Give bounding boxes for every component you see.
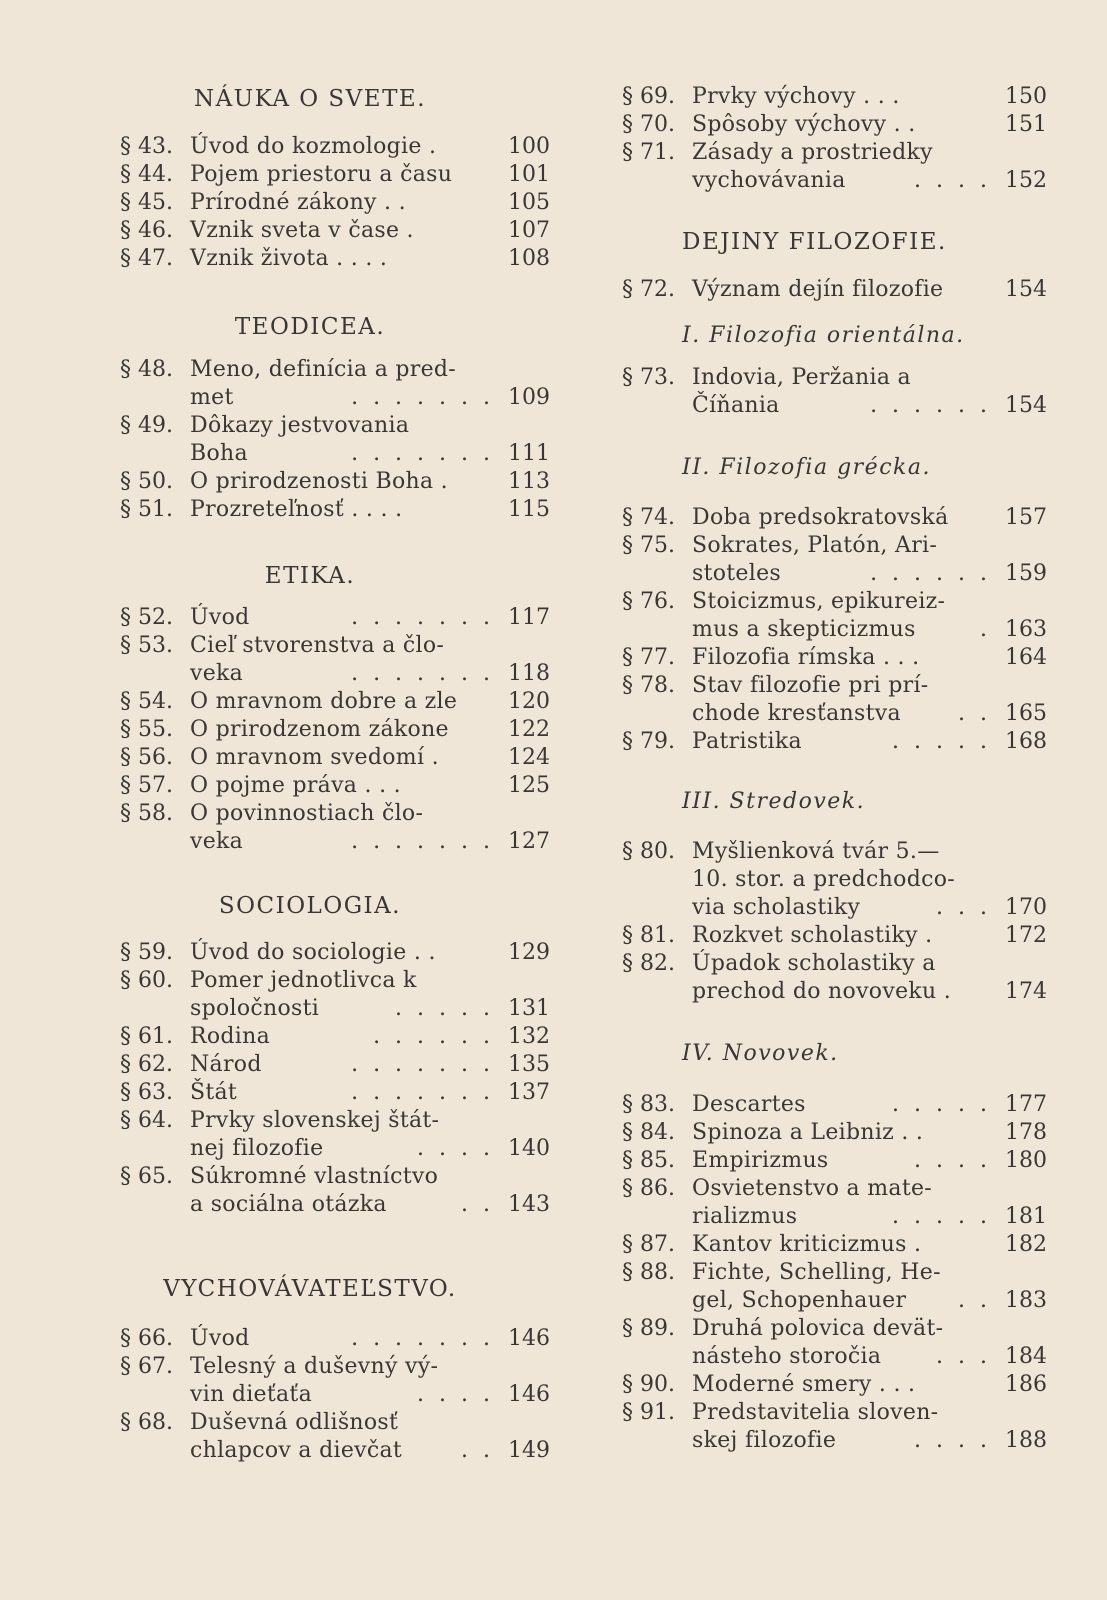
entry-title: Patristika: [692, 729, 802, 754]
entry-title: Fichte, Schelling, He-: [692, 1260, 941, 1285]
section-number: § 61.: [120, 1024, 173, 1049]
section-number: § 72.: [622, 277, 675, 302]
leader-dots: . . . .: [914, 1148, 991, 1173]
toc-entry: [622, 1175, 1047, 1203]
toc-entry: [120, 1023, 550, 1051]
toc-entry-continuation: [120, 1191, 550, 1219]
toc-entry: [622, 532, 1047, 560]
section-number: § 80.: [622, 839, 675, 864]
toc-entry: [120, 496, 550, 524]
toc-entry-continuation: [622, 894, 1047, 922]
leader-dots: . . . . . .: [373, 1024, 494, 1049]
section-number: § 46.: [120, 218, 173, 243]
page-number: 129: [508, 940, 550, 965]
entry-title: Vznik života . . . .: [190, 246, 388, 271]
entry-title: Meno, definícia a pred-: [190, 357, 457, 382]
toc-entry: [622, 139, 1047, 167]
page-number: 170: [1005, 895, 1047, 920]
page-number: 178: [1005, 1120, 1047, 1145]
entry-title: Prvky slovenskej štát-: [190, 1108, 440, 1133]
toc-entry: [120, 967, 550, 995]
subsection-heading: I. Filozofia orientálna.: [682, 323, 965, 348]
leader-dots: . . . .: [914, 168, 991, 193]
toc-entry: [120, 632, 550, 660]
leader-dots: .: [980, 617, 991, 642]
entry-title: Zásady a prostriedky: [692, 140, 933, 165]
entry-title: nej filozofie: [190, 1136, 324, 1161]
entry-title: násteho storočia: [692, 1344, 882, 1369]
page-number: 151: [1005, 112, 1047, 137]
toc-entry: [622, 276, 1047, 304]
section-heading: SOCIOLOGIA.: [218, 893, 402, 919]
section-number: § 84.: [622, 1120, 675, 1145]
section-number: § 67.: [120, 1354, 173, 1379]
toc-entry: [120, 800, 550, 828]
entry-title: veka: [190, 829, 244, 854]
entry-title: Cieľ stvorenstva a člo-: [190, 633, 445, 658]
toc-entry: [120, 1107, 550, 1135]
toc-entry-continuation: [120, 995, 550, 1023]
leader-dots: . . .: [936, 1344, 991, 1369]
section-number: § 70.: [622, 112, 675, 137]
leader-dots: . . . . . . .: [351, 1080, 494, 1105]
section-heading: NÁUKA O SVETE.: [193, 86, 427, 112]
section-number: § 85.: [622, 1148, 675, 1173]
section-number: § 56.: [120, 745, 173, 770]
entry-title: O mravnom svedomí .: [190, 745, 439, 770]
page-number: 113: [508, 469, 550, 494]
toc-entry: [622, 1119, 1047, 1147]
toc-entry: [120, 356, 550, 384]
toc-entry: [120, 688, 550, 716]
page-number: 154: [1005, 393, 1047, 418]
toc-entry: [120, 468, 550, 496]
page-number: 183: [1005, 1288, 1047, 1313]
entry-title: Moderné smery . . .: [692, 1372, 916, 1397]
toc-entry: [120, 604, 550, 632]
toc-entry: [120, 189, 550, 217]
page-number: 100: [508, 134, 550, 159]
page-number: 184: [1005, 1344, 1047, 1369]
page-number: 188: [1005, 1428, 1047, 1453]
toc-entry: [622, 922, 1047, 950]
entry-title: Úvod: [190, 605, 250, 630]
toc-entry: [622, 364, 1047, 392]
toc-entry-continuation: [622, 392, 1047, 420]
leader-dots: . . . . .: [892, 1204, 991, 1229]
toc-entry-continuation: [622, 1343, 1047, 1371]
section-number: § 43.: [120, 134, 173, 159]
leader-dots: . .: [958, 701, 991, 726]
section-number: § 66.: [120, 1326, 173, 1351]
toc-entry-continuation: [622, 1427, 1047, 1455]
entry-title: Rodina: [190, 1024, 271, 1049]
toc-entry: [120, 1163, 550, 1191]
entry-title: Druhá polovica devät-: [692, 1316, 944, 1341]
entry-title: O prirodzenom zákone: [190, 717, 449, 742]
entry-title: Stoicizmus, epikureiz-: [692, 589, 946, 614]
page-number: 105: [508, 190, 550, 215]
toc-entry-continuation: [622, 1203, 1047, 1231]
entry-title: veka: [190, 661, 244, 686]
entry-title: mus a skepticizmus: [692, 617, 916, 642]
toc-entry: [622, 728, 1047, 756]
entry-title: Descartes: [692, 1092, 806, 1117]
page-number: 140: [508, 1136, 550, 1161]
section-number: § 83.: [622, 1092, 675, 1117]
section-number: § 48.: [120, 357, 173, 382]
toc-entry-continuation: [622, 167, 1047, 195]
leader-dots: . . . . . . .: [351, 1326, 494, 1351]
entry-title: Sokrates, Platón, Ari-: [692, 533, 938, 558]
toc-entry-continuation: [622, 1287, 1047, 1315]
section-number: § 74.: [622, 505, 675, 530]
page-number: 146: [508, 1382, 550, 1407]
toc-entry-continuation: [120, 440, 550, 468]
entry-title: Dôkazy jestvovania: [190, 413, 410, 438]
page-number: 150: [1005, 84, 1047, 109]
toc-entry: [622, 504, 1047, 532]
leader-dots: . .: [461, 1192, 494, 1217]
toc-entry: [622, 672, 1047, 700]
entry-title: Osvietenstvo a mate-: [692, 1176, 933, 1201]
entry-title: Úvod do sociologie . .: [190, 940, 436, 965]
section-number: § 53.: [120, 633, 173, 658]
page-number: 157: [1005, 505, 1047, 530]
page-number: 127: [508, 829, 550, 854]
entry-title: O pojme práva . . .: [190, 773, 401, 798]
entry-title: Pomer jednotlivca k: [190, 968, 417, 993]
leader-dots: . . . . . . .: [351, 385, 494, 410]
section-number: § 88.: [622, 1260, 675, 1285]
section-heading: ETIKA.: [264, 563, 356, 589]
page-number: 152: [1005, 168, 1047, 193]
entry-title: vin dieťaťa: [190, 1382, 312, 1407]
entry-title: Národ: [190, 1052, 262, 1077]
toc-entry: [120, 1409, 550, 1437]
leader-dots: . . . . . .: [870, 561, 991, 586]
toc-entry: [120, 1353, 550, 1381]
entry-title: O povinnostiach člo-: [190, 801, 424, 826]
entry-title: O prirodzenosti Boha .: [190, 469, 448, 494]
toc-entry: [622, 1259, 1047, 1287]
leader-dots: . . . .: [914, 1428, 991, 1453]
entry-title: Duševná odlišnosť: [190, 1410, 399, 1435]
section-number: § 64.: [120, 1108, 173, 1133]
toc-entry-continuation: [120, 1381, 550, 1409]
toc-entry: [622, 588, 1047, 616]
entry-title: Filozofia rímska . . .: [692, 645, 920, 670]
section-number: § 78.: [622, 673, 675, 698]
entry-title: skej filozofie: [692, 1428, 837, 1453]
entry-title: Úvod: [190, 1326, 250, 1351]
entry-title: Kantov kriticizmus .: [692, 1232, 922, 1257]
entry-title: Prvky výchovy . . .: [692, 84, 900, 109]
section-number: § 87.: [622, 1232, 675, 1257]
entry-title: chlapcov a dievčat: [190, 1438, 403, 1463]
page-number: 146: [508, 1326, 550, 1351]
toc-entry: [120, 217, 550, 245]
section-number: § 79.: [622, 729, 675, 754]
toc-entry: [120, 412, 550, 440]
toc-entry: [622, 838, 1047, 866]
toc-entry-continuation: [622, 866, 1047, 894]
page-number: 159: [1005, 561, 1047, 586]
page-number: 125: [508, 773, 550, 798]
section-number: § 68.: [120, 1410, 173, 1435]
toc-entry: [120, 744, 550, 772]
toc-entry: [120, 1079, 550, 1107]
page-number: 186: [1005, 1372, 1047, 1397]
entry-title: rializmus: [692, 1204, 798, 1229]
page-number: 101: [508, 162, 550, 187]
entry-title: Súkromné vlastníctvo: [190, 1164, 439, 1189]
entry-title: Doba predsokratovská: [692, 505, 949, 530]
section-heading: TEODICEA.: [234, 314, 386, 340]
entry-title: a sociálna otázka: [190, 1192, 387, 1217]
section-number: § 51.: [120, 497, 173, 522]
toc-entry: [120, 161, 550, 189]
entry-title: Indovia, Peržania a: [692, 365, 911, 390]
toc-entry-continuation: [622, 978, 1047, 1006]
section-number: § 54.: [120, 689, 173, 714]
entry-title: Štát: [190, 1080, 238, 1105]
entry-title: Úvod do kozmologie .: [190, 134, 437, 159]
entry-title: Telesný a duševný vý-: [190, 1354, 439, 1379]
toc-entry-continuation: [120, 384, 550, 412]
entry-title: gel, Schopenhauer: [692, 1288, 907, 1313]
section-number: § 75.: [622, 533, 675, 558]
page-number: 137: [508, 1080, 550, 1105]
entry-title: Prozreteľnosť . . . .: [190, 497, 403, 522]
leader-dots: . . . . . . .: [351, 661, 494, 686]
entry-title: spoločnosti: [190, 996, 320, 1021]
toc-entry-continuation: [120, 1437, 550, 1465]
toc-entry: [622, 83, 1047, 111]
leader-dots: . . . . . . .: [351, 829, 494, 854]
toc-entry: [622, 1147, 1047, 1175]
section-number: § 62.: [120, 1052, 173, 1077]
subsection-heading: II. Filozofia grécka.: [682, 455, 931, 480]
section-number: § 44.: [120, 162, 173, 187]
page-number: 132: [508, 1024, 550, 1049]
page-number: 149: [508, 1438, 550, 1463]
toc-entry: [622, 950, 1047, 978]
entry-title: Pojem priestoru a času: [190, 162, 453, 187]
leader-dots: . . . . .: [892, 1092, 991, 1117]
toc-entry: [622, 1091, 1047, 1119]
page-number: 117: [508, 605, 550, 630]
page-number: 154: [1005, 277, 1047, 302]
subsection-heading: III. Stredovek.: [682, 789, 866, 814]
section-number: § 57.: [120, 773, 173, 798]
section-number: § 89.: [622, 1316, 675, 1341]
entry-title: Vznik sveta v čase .: [190, 218, 414, 243]
entry-title: Číňania: [692, 393, 780, 418]
toc-entry: [120, 772, 550, 800]
toc-entry: [120, 939, 550, 967]
page-number: 180: [1005, 1148, 1047, 1173]
leader-dots: . . . . .: [395, 996, 494, 1021]
section-number: § 77.: [622, 645, 675, 670]
toc-entry: [622, 644, 1047, 672]
entry-title: Význam dejín filozofie: [692, 277, 944, 302]
entry-title: chode kresťanstva: [692, 701, 901, 726]
toc-entry: [120, 716, 550, 744]
leader-dots: . . . .: [417, 1136, 494, 1161]
section-number: § 58.: [120, 801, 173, 826]
toc-entry: [120, 1051, 550, 1079]
leader-dots: . . . . . .: [870, 393, 991, 418]
page-number: 182: [1005, 1232, 1047, 1257]
toc-entry: [622, 1371, 1047, 1399]
entry-title: Empirizmus: [692, 1148, 829, 1173]
section-number: § 59.: [120, 940, 173, 965]
page-number: 135: [508, 1052, 550, 1077]
toc-entry: [622, 1231, 1047, 1259]
toc-entry: [622, 111, 1047, 139]
page-number: 164: [1005, 645, 1047, 670]
page-number: 174: [1005, 979, 1047, 1004]
toc-entry-continuation: [120, 660, 550, 688]
subsection-heading: IV. Novovek.: [682, 1041, 839, 1066]
section-number: § 86.: [622, 1176, 675, 1201]
entry-title: Spôsoby výchovy . .: [692, 112, 916, 137]
section-number: § 71.: [622, 140, 675, 165]
section-heading: VYCHOVÁVATEĽSTVO.: [163, 1276, 457, 1302]
page-number: 168: [1005, 729, 1047, 754]
entry-title: Predstavitelia sloven-: [692, 1400, 939, 1425]
page-number: 177: [1005, 1092, 1047, 1117]
entry-title: 10. stor. a predchodco-: [692, 867, 955, 892]
leader-dots: . . . .: [417, 1382, 494, 1407]
toc-entry: [120, 245, 550, 273]
page-number: 181: [1005, 1204, 1047, 1229]
page-number: 124: [508, 745, 550, 770]
section-heading: DEJINY FILOZOFIE.: [682, 229, 947, 255]
entry-title: met: [190, 385, 234, 410]
section-number: § 76.: [622, 589, 675, 614]
section-number: § 60.: [120, 968, 173, 993]
section-number: § 91.: [622, 1400, 675, 1425]
page-number: 118: [508, 661, 550, 686]
toc-entry-continuation: [622, 560, 1047, 588]
page-number: 109: [508, 385, 550, 410]
leader-dots: . .: [461, 1438, 494, 1463]
page-number: 172: [1005, 923, 1047, 948]
entry-title: Myšlienková tvár 5.—: [692, 839, 940, 864]
page-number: 122: [508, 717, 550, 742]
page-number: 120: [508, 689, 550, 714]
section-number: § 90.: [622, 1372, 675, 1397]
section-number: § 63.: [120, 1080, 173, 1105]
section-number: § 73.: [622, 365, 675, 390]
section-number: § 69.: [622, 84, 675, 109]
leader-dots: . . . . .: [892, 729, 991, 754]
toc-entry: [622, 1315, 1047, 1343]
leader-dots: . . . . . . .: [351, 1052, 494, 1077]
toc-entry-continuation: [622, 700, 1047, 728]
entry-title: Boha: [190, 441, 248, 466]
page-number: 115: [508, 497, 550, 522]
entry-title: Úpadok scholastiky a: [692, 951, 936, 976]
section-number: § 55.: [120, 717, 173, 742]
page-number: 165: [1005, 701, 1047, 726]
page-number: 163: [1005, 617, 1047, 642]
section-number: § 47.: [120, 246, 173, 271]
section-number: § 81.: [622, 923, 675, 948]
toc-entry-continuation: [622, 616, 1047, 644]
toc-entry-continuation: [120, 828, 550, 856]
entry-title: vychovávania: [692, 168, 846, 193]
page-number: 111: [508, 441, 550, 466]
section-number: § 65.: [120, 1164, 173, 1189]
section-number: § 82.: [622, 951, 675, 976]
toc-entry: [622, 1399, 1047, 1427]
page-number: 108: [508, 246, 550, 271]
section-number: § 49.: [120, 413, 173, 438]
entry-title: O mravnom dobre a zle: [190, 689, 458, 714]
page-number: 107: [508, 218, 550, 243]
leader-dots: . .: [958, 1288, 991, 1313]
leader-dots: . . . . . . .: [351, 441, 494, 466]
entry-title: Prírodné zákony . .: [190, 190, 406, 215]
entry-title: Rozkvet scholastiky .: [692, 923, 933, 948]
toc-entry: [120, 1325, 550, 1353]
toc-entry: [120, 133, 550, 161]
section-number: § 45.: [120, 190, 173, 215]
entry-title: Stav filozofie pri prí-: [692, 673, 929, 698]
entry-title: Spinoza a Leibniz . .: [692, 1120, 924, 1145]
entry-title: via scholastiky: [692, 895, 861, 920]
page-number: 143: [508, 1192, 550, 1217]
section-number: § 50.: [120, 469, 173, 494]
leader-dots: . . . . . . .: [351, 605, 494, 630]
entry-title: prechod do novoveku .: [692, 979, 952, 1004]
section-number: § 52.: [120, 605, 173, 630]
leader-dots: . . .: [936, 895, 991, 920]
page-number: 131: [508, 996, 550, 1021]
entry-title: stoteles: [692, 561, 781, 586]
toc-entry-continuation: [120, 1135, 550, 1163]
